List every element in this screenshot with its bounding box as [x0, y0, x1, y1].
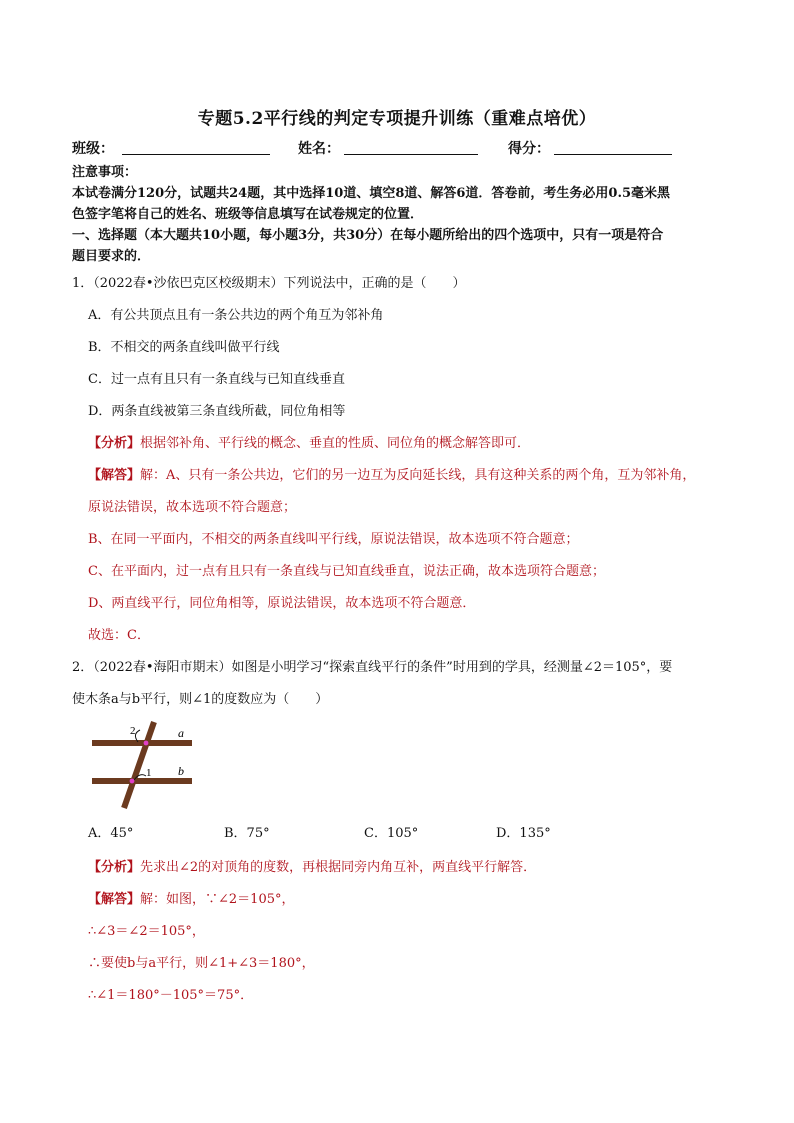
- q1-choice: 故选：C．: [88, 628, 150, 643]
- q1-solution-text: 解：A、只有一条公共边，它们的另一边互为反向延长线，具有这种关系的两个角，互为邻补角，: [140, 468, 696, 483]
- parallel-strips-figure: [88, 720, 200, 812]
- q1-analysis-text: 根据邻补角、平行线的概念、垂直的性质、同位角的概念解答即可．: [140, 436, 531, 451]
- notice-line-1: 本试卷满分120分，试题共24题，其中选择10道、填空8道、解答6道．答卷前，考生务必用0.5毫米黑: [72, 186, 671, 201]
- intersection-point-bottom: [130, 779, 135, 784]
- angle-1-label: 1: [146, 767, 152, 779]
- class-label: 班级：: [72, 141, 114, 157]
- angle-2-label: 2: [130, 725, 136, 737]
- q2-option-d: D．135°: [496, 826, 551, 841]
- q2-step-2: ∴要使b与a平行，则∠1+∠3＝180°，: [88, 956, 315, 971]
- q2-step-3: ∴∠1＝180°－105°＝75°．: [88, 988, 254, 1003]
- student-info-row: [72, 138, 732, 158]
- line-b-label: b: [178, 764, 184, 778]
- q2-option-a: A．45°: [88, 826, 134, 841]
- q2-option-c: C．105°: [364, 826, 419, 841]
- section-heading-line-2: 题目要求的．: [72, 249, 151, 264]
- q1-solution-d: D、两直线平行，同位角相等，原说法错误，故本选项不符合题意．: [88, 596, 476, 611]
- q2-solution-text: 解：如图，∵∠2＝105°，: [140, 892, 295, 907]
- score-label: 得分：: [508, 141, 550, 157]
- q1-option-b: B．不相交的两条直线叫做平行线: [88, 340, 280, 355]
- wood-strip-b: [92, 778, 192, 784]
- page-title: 专题5.2平行线的判定专项提升训练（重难点培优）: [197, 109, 597, 129]
- wood-strip-transversal: [124, 722, 154, 808]
- solution-tag: 【解答】: [88, 468, 141, 483]
- q1-solution-line-2: 原说法错误，故本选项不符合题意；: [88, 500, 297, 515]
- q2-stem-line-2: 使木条a与b平行，则∠1的度数应为（ ）: [72, 692, 329, 707]
- q2-option-b: B．75°: [224, 826, 270, 841]
- class-blank[interactable]: [122, 154, 270, 155]
- q1-option-a: A．有公共顶点且有一条公共边的两个角互为邻补角: [88, 308, 384, 323]
- intersection-point-top: [144, 741, 149, 746]
- notice-line-2: 色签字笔将自己的姓名、班级等信息填写在试卷规定的位置．: [72, 207, 424, 222]
- q2-solution-line-1: [88, 888, 295, 907]
- analysis-tag: 【分析】: [88, 436, 141, 451]
- score-blank[interactable]: [554, 154, 672, 155]
- q1-option-c: C．过一点有且只有一条直线与已知直线垂直: [88, 372, 345, 387]
- solution-tag: 【解答】: [88, 892, 141, 907]
- q2-step-1: ∴∠3＝∠2＝105°，: [88, 924, 205, 939]
- q1-option-d: D．两条直线被第三条直线所截，同位角相等: [88, 404, 346, 419]
- name-blank[interactable]: [344, 154, 478, 155]
- q1-solution-b: B、在同一平面内，不相交的两条直线叫平行线，原说法错误，故本选项不符合题意；: [88, 532, 579, 547]
- wood-strip-a: [92, 740, 192, 746]
- analysis-tag: 【分析】: [88, 860, 141, 875]
- q1-stem: 1．（2022春•沙依巴克区校级期末）下列说法中，正确的是（ ）: [72, 276, 466, 291]
- q1-analysis: [88, 432, 530, 451]
- q2-analysis-text: 先求出∠2的对顶角的度数，再根据同旁内角互补，两直线平行解答．: [140, 860, 537, 875]
- section-heading-line-1: 一、选择题（本大题共10小题，每小题3分，共30分）在每小题所给出的四个选项中，只有一项是符合: [72, 228, 664, 243]
- q1-solution-line-1: [88, 464, 695, 483]
- q2-stem-line-1: 2．（2022春•海阳市期末）如图是小明学习“探索直线平行的条件”时用到的学具，经测量∠2＝105°，要: [72, 660, 673, 675]
- notice-heading: 注意事项：: [72, 165, 138, 180]
- q1-solution-c: C、在平面内，过一点有且只有一条直线与已知直线垂直，说法正确，故本选项符合题意；: [88, 564, 605, 579]
- line-a-label: a: [178, 726, 184, 740]
- q2-analysis: [88, 856, 536, 875]
- name-label: 姓名：: [298, 141, 340, 157]
